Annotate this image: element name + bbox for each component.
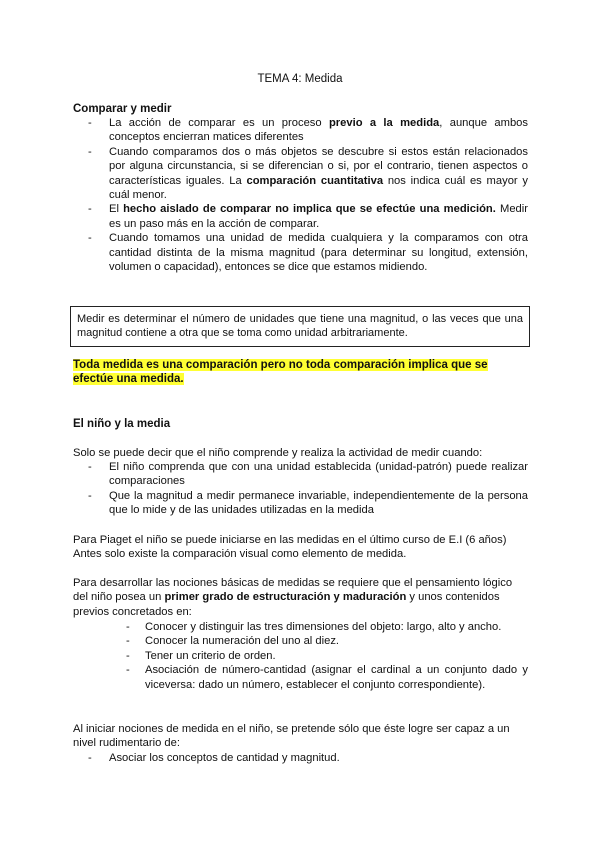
dev-bold: primer grado de estructuración y maduración xyxy=(164,591,407,604)
dev-text: Para desarrollar las nociones básicas de medidas se requiere que el pensamiento lógico del niño posea un xyxy=(73,577,513,604)
final-paragraph: Al iniciar nociones de medida en el niño, se pretende sólo que éste logre ser capaz a un nivel rudimentario de: xyxy=(73,723,510,750)
list-item: - Conocer la numeración del uno al diez. xyxy=(73,634,528,648)
section-heading-comparar: Comparar y medir xyxy=(73,103,172,115)
final-list xyxy=(73,751,528,765)
section-heading-nino: El niño y la media xyxy=(73,418,171,430)
document-title: TEMA 4: Medida xyxy=(257,73,343,85)
item-bold: previo a la medida xyxy=(328,117,440,129)
list-item: - Asociación de número-cantidad (asignar el cardinal a un conjunto dado y viceversa: dado un número, establecer el conjunto correspondiente). xyxy=(73,663,528,692)
item-text: , aunque ambos conceptos encierran matices diferentes xyxy=(109,117,528,144)
highlight-statement xyxy=(73,358,528,387)
highlighted-text: Toda medida es una comparación pero no toda comparación implica que se efectúe una medida. xyxy=(73,359,488,386)
comparar-list xyxy=(73,116,528,274)
item-text: Cuando comparamos dos o más objetos se descubre si estos están relacionados por alguna circunstancia, si se diferencian o si, por el contrario, tienen aspectos o características iguales. La xyxy=(109,145,528,187)
nino-intro: Solo se puede decir que el niño comprende y realiza la actividad de medir cuando: xyxy=(73,447,483,459)
list-item: - El niño comprenda que con una unidad establecida (unidad-patrón) puede realizar comparaciones xyxy=(73,460,528,489)
list-item xyxy=(73,231,528,274)
prerequisites-list xyxy=(73,620,528,692)
list-item xyxy=(73,145,528,203)
dev-text: y unos contenidos previos concretados en: xyxy=(73,591,500,618)
list-item: - Asociar los conceptos de cantidad y magnitud. xyxy=(73,751,528,765)
item-bold: comparación cuantitativa xyxy=(246,174,384,187)
list-item: - Conocer y distinguir las tres dimensiones del objeto: largo, alto y ancho. xyxy=(73,620,528,634)
nino-list xyxy=(73,460,528,518)
list-item: - Que la magnitud a medir permanece invariable, independientemente de la persona que lo mide y de las unidades utilizadas en la medida xyxy=(73,489,528,518)
development-paragraph xyxy=(73,576,528,619)
item-text: El xyxy=(109,203,124,216)
list-item xyxy=(73,116,528,145)
item-text: Cuando tomamos una unidad de medida cualquiera y la comparamos con otra cantidad distinta de la misma magnitud (para determinar su longitud, extensión, volumen o capacidad), entonces se dice que estamos midiendo. xyxy=(109,232,528,274)
list-item: - Tener un criterio de orden. xyxy=(73,649,528,663)
item-text: Medir es un paso más en la acción de comparar. xyxy=(109,203,528,230)
piaget-line-2: Antes solo existe la comparación visual como elemento de medida. xyxy=(73,548,407,560)
piaget-line-1: Para Piaget el niño se puede iniciarse en las medidas en el último curso de E.I (6 años) xyxy=(73,534,507,546)
item-text: nos indica cuál es mayor y cuál menor. xyxy=(109,174,529,202)
list-item xyxy=(73,202,528,231)
definition-box: Medir es determinar el número de unidades que tiene una magnitud, o las veces que una magnitud contiene a otra que se toma como unidad arbitrariamente. xyxy=(70,306,530,347)
item-bold: hecho aislado de comparar no implica que se efectúe una medición. xyxy=(123,203,496,216)
item-text: La acción de comparar es un proceso xyxy=(109,117,329,129)
